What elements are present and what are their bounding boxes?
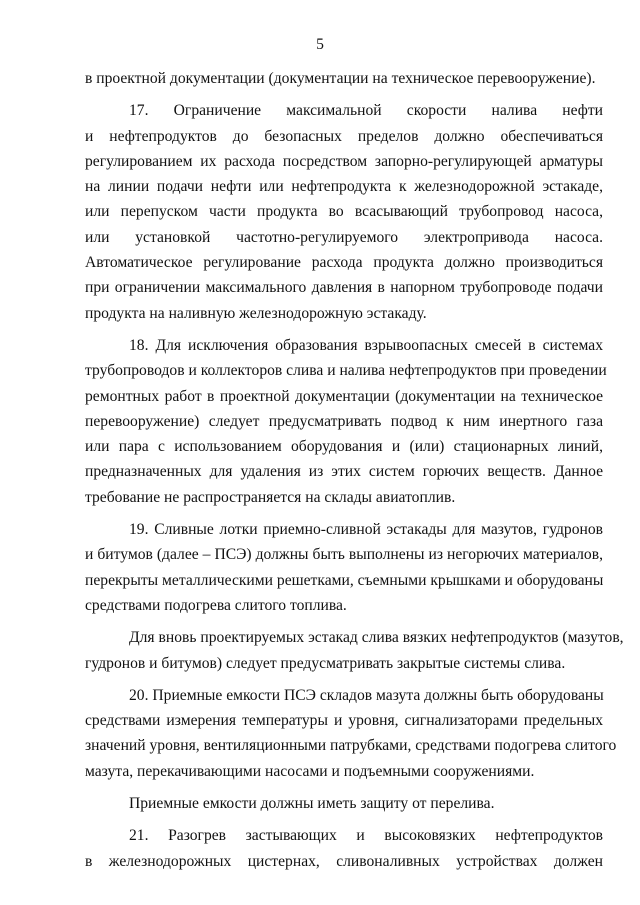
text-line: значений уровня, вентиляционными патрубками, средствами подогрева слитого [85,737,617,755]
paragraph [85,625,624,676]
text-line: 21. Разогрев застывающих и высоковязких нефтепродуктов [129,827,603,845]
text-line: Приемные емкости должны иметь защиту от перелива. [129,795,495,813]
text-line: 19. Сливные лотки приемно-сливной эстакады для мазутов, гудронов [129,521,603,539]
paragraph [85,66,603,91]
paragraph [85,791,603,816]
text-line: требование не распространяется на склады авиатоплив. [85,488,456,506]
text-line: перевооружение) следует предусматривать подвод к ним инертного газа [85,412,603,430]
text-line: перекрыты металлическими решетками, съемными крышками и оборудованы [85,571,604,589]
text-line: и нефтепродуктов до безопасных пределов должно обеспечиваться [85,127,603,145]
paragraph-gap [85,784,603,791]
paragraph-gap [85,326,603,333]
text-line: или установкой частотно-регулируемого электропривода насоса. [85,228,603,246]
paragraph-gap [85,91,603,98]
paragraph [85,98,603,326]
page-number: 5 [316,36,324,53]
text-line: при ограничении максимального давления в напорном трубопроводе подачи [85,279,603,297]
paragraph-gap [85,510,603,517]
paragraph-gap [85,618,603,625]
paragraph [85,517,603,618]
text-line: продукта на наливную железнодорожную эстакаду. [85,304,427,322]
paragraph-gap [85,816,603,823]
text-line: трубопроводов и коллекторов слива и налива нефтепродуктов при проведении [85,362,607,380]
text-line: гудронов и битумов) следует предусматривать закрытые системы слива. [85,654,566,672]
text-line: мазута, перекачивающими насосами и подъемными сооружениями. [85,762,535,780]
text-line: в железнодорожных цистернах, сливоналивных устройствах должен [85,852,603,870]
text-line: и битумов (далее – ПСЭ) должны быть выполнены из негорючих материалов, [85,546,603,564]
paragraph [85,823,603,874]
text-line: 17. Ограничение максимальной скорости налива нефти [129,102,603,120]
text-line: или перепуском части продукта во всасывающий трубопровод насоса, [85,203,603,221]
text-line: ремонтных работ в проектной документации (документации на техническое [85,387,603,405]
text-line: Автоматическое регулирование расхода продукта должно производиться [85,254,603,272]
text-line: средствами измерения температуры и уровня, сигнализаторами предельных [85,712,603,730]
text-line: 18. Для исключения образования взрывоопасных смесей в системах [129,336,603,354]
paragraph-gap [85,676,603,683]
text-line: Для вновь проектируемых эстакад слива вязких нефтепродуктов (мазутов, [129,629,624,647]
text-line: на линии подачи нефти или нефтепродукта к железнодорожной эстакаде, [85,178,603,196]
text-line: 20. Приемные емкости ПСЭ складов мазута должны быть оборудованы [129,686,604,704]
text-line: предназначенных для удаления из этих систем горючих веществ. Данное [85,463,603,481]
text-line: в проектной документации (документации на техническое перевооружение). [85,70,596,87]
text-line: или пара с использованием оборудования и (или) стационарных линий, [85,438,603,456]
text-line: регулированием их расхода посредством запорно-регулирующей арматуры [85,152,603,170]
text-line: средствами подогрева слитого топлива. [85,596,347,614]
document-body [85,66,624,874]
paragraph [85,683,617,784]
paragraph [85,333,607,510]
